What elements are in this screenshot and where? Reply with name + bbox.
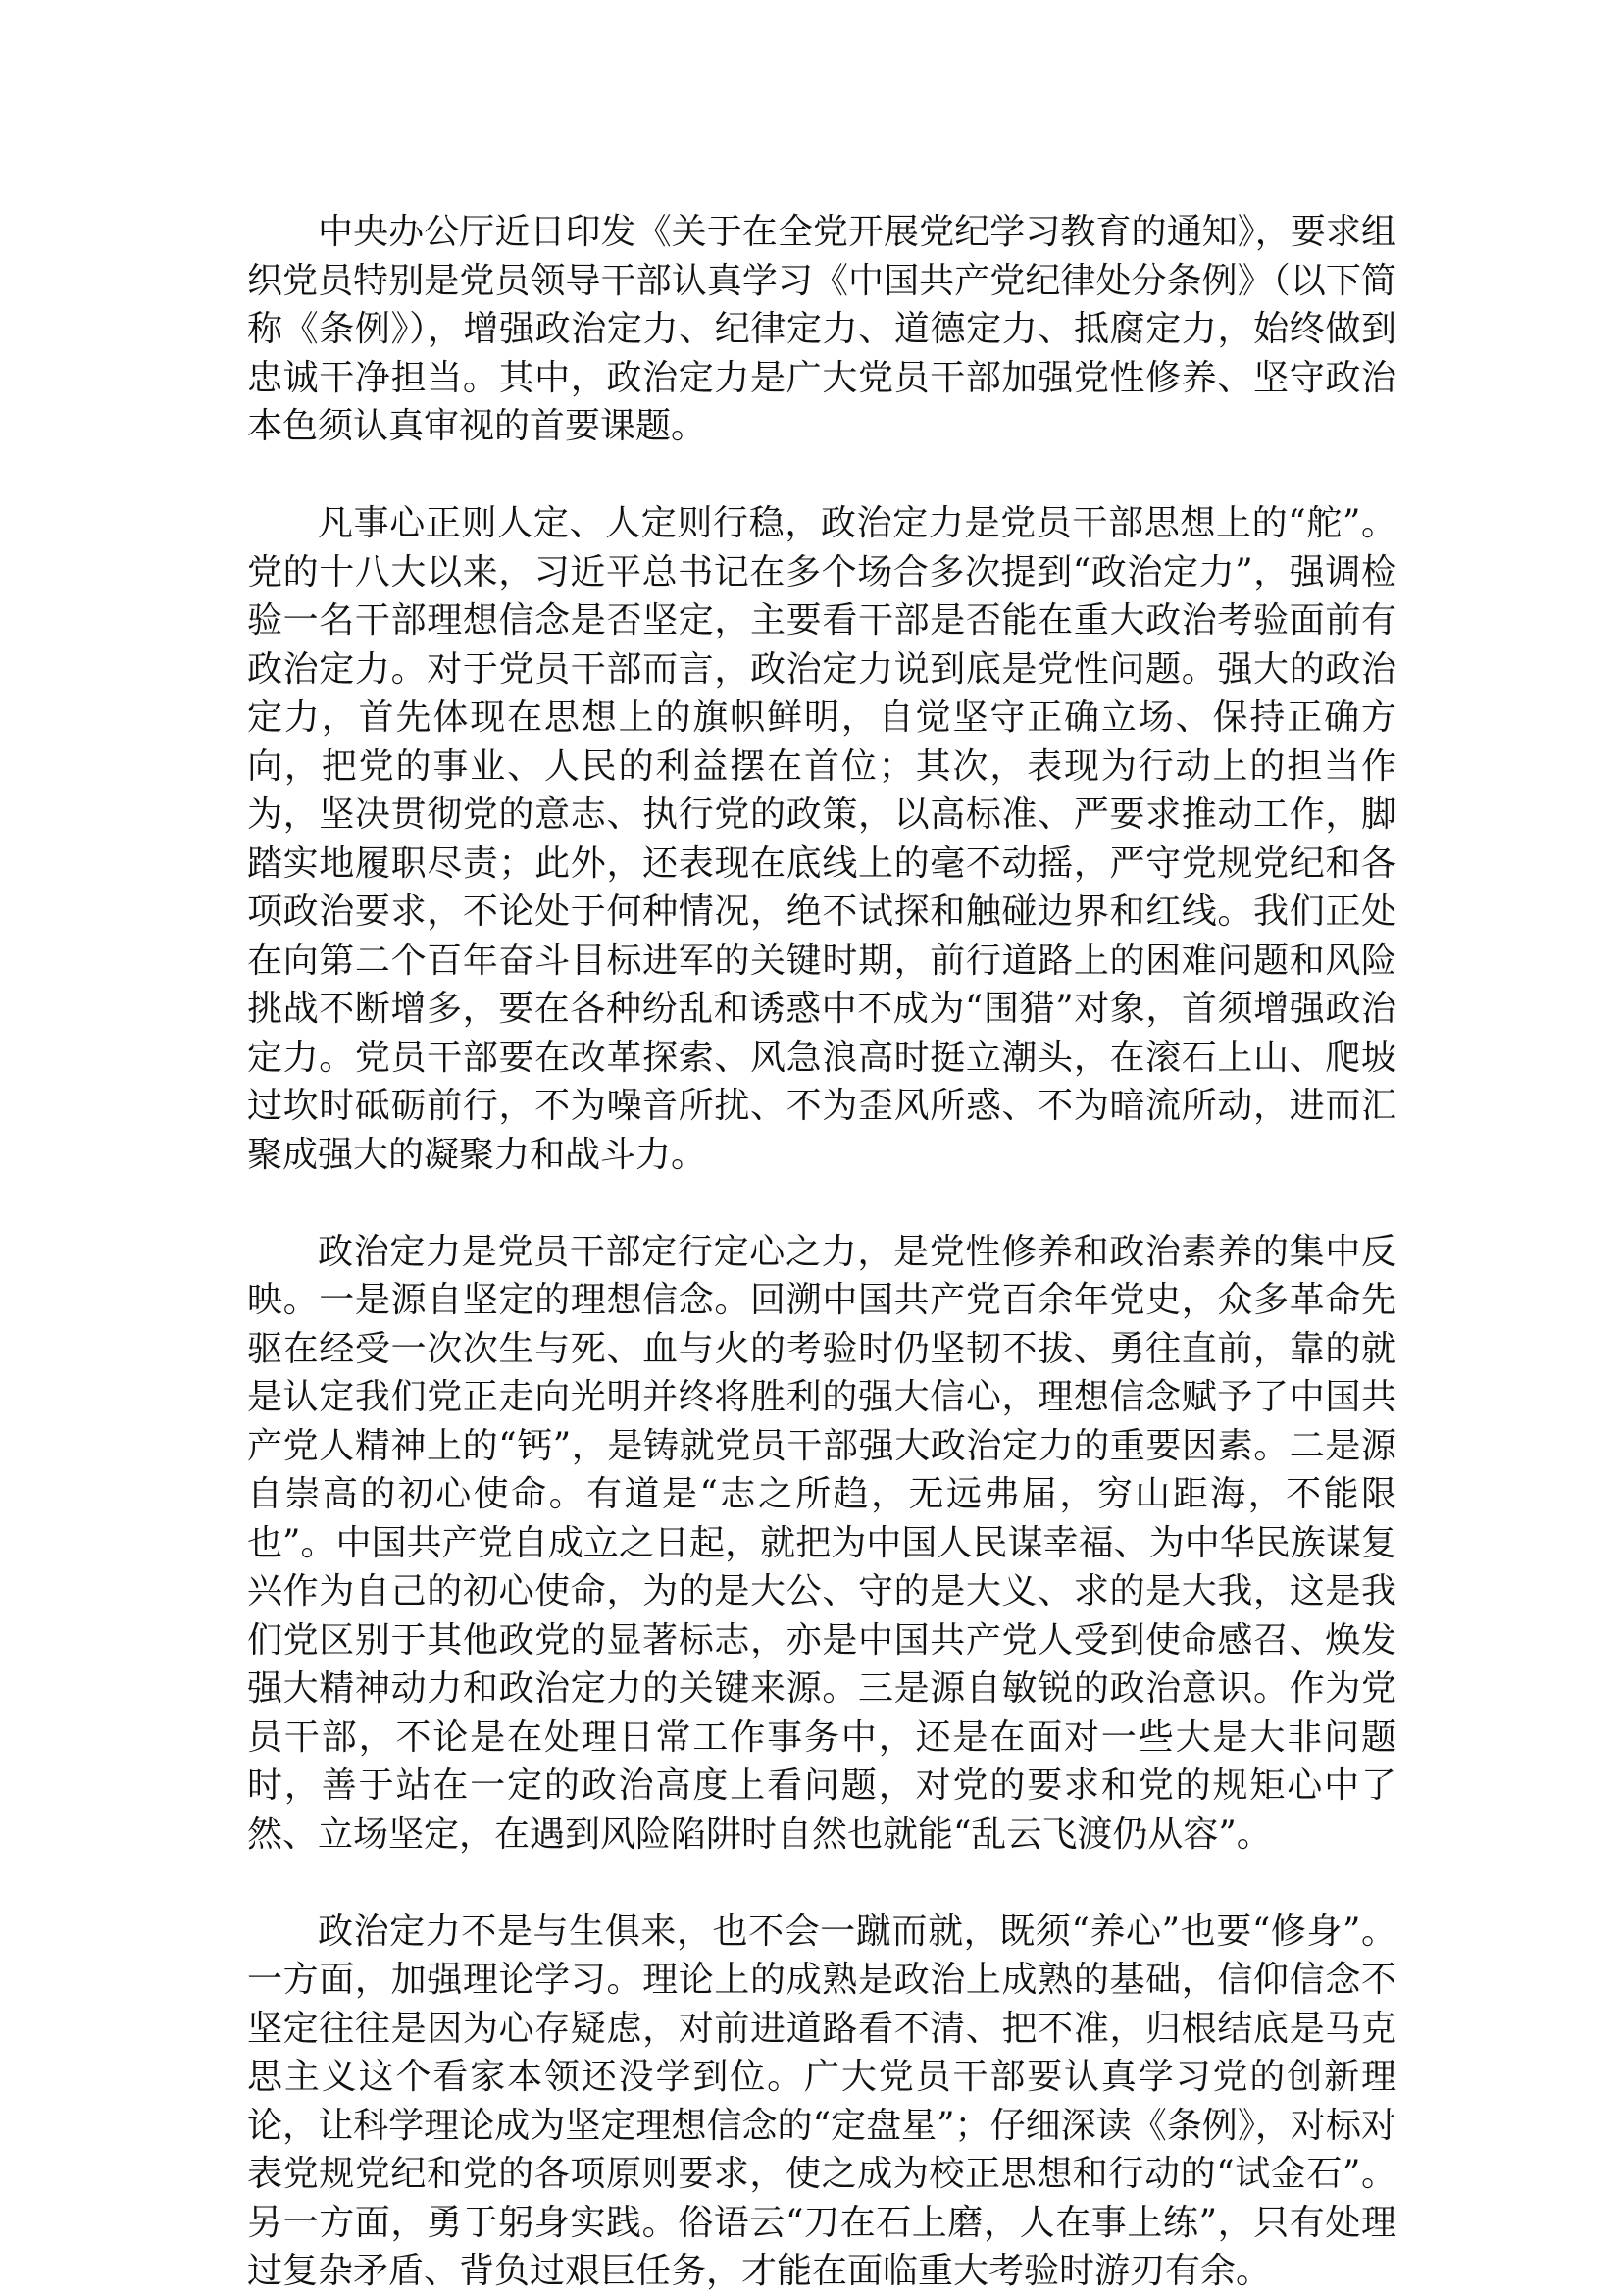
paragraph-political-rudder: 凡事心正则人定、人定则行稳，政治定力是党员干部思想上的“舵”。党的十八大以来，习近平总书记在多个场合多次提到“政治定力”，强调检验一名干部理想信念是否坚定，主要看干部是否能在重大政治考验面前有政治定力。对于党员干部而言，政治定力说到底是党性问题。强大的政治定力，首先体现在思想上的旗帜鲜明，自觉坚守正确立场、保持正确方向，把党的事业、人民的利益摆在首位；其次，表现为行动上的担当作为，坚决贯彻党的意志、执行党的政策，以高标准、严要求推动工作，脚踏实地履职尽责；此外，还表现在底线上的毫不动摇，严守党规党纪和各项政治要求，不论处于何种情况，绝不试探和触碰边界和红线。我们正处在向第二个百年奋斗目标进军的关键时期，前行道路上的困难问题和风险挑战不断增多，要在各种纷乱和诱惑中不成为“围猎”对象，首须增强政治定力。党员干部要在改革探索、风急浪高时挺立潮头，在滚石上山、爬坡过坎时砥砺前行，不为噪音所扰、不为歪风所惑、不为暗流所动，进而汇聚成强大的凝聚力和战斗力。 [247,503,1396,1175]
paragraph-cultivation: 政治定力不是与生俱来，也不会一蹴而就，既须“养心”也要“修身”。一方面，加强理论学习。理论上的成熟是政治上成熟的基础，信仰信念不坚定往往是因为心存疑虑，对前进道路看不清、把不准，归根结底是马克思主义这个看家本领还没学到位。广大党员干部要认真学习党的创新理论，让科学理论成为坚定理想信念的“定盘星”；仔细深读《条例》，对标对表党规党纪和党的各项原则要求，使之成为校正思想和行动的“试金石”。另一方面，勇于躬身实践。俗语云“刀在石上磨，人在事上练”，只有处理过复杂矛盾、背负过艰巨任务，才能在面临重大考验时游刃有余。 [247,1911,1396,2291]
document-body [247,208,1396,2296]
paragraph-sources-of-resolve: 政治定力是党员干部定行定心之力，是党性修养和政治素养的集中反映。一是源自坚定的理想信念。回溯中国共产党百余年党史，众多革命先驱在经受一次次生与死、血与火的考验时仍坚韧不拔、勇往直前，靠的就是认定我们党正走向光明并终将胜利的强大信心，理想信念赋予了中国共产党人精神上的“钙”，是铸就党员干部强大政治定力的重要因素。二是源自崇高的初心使命。有道是“志之所趋，无远弗届，穷山距海，不能限也”。中国共产党自成立之日起，就把为中国人民谋幸福、为中华民族谋复兴作为自己的初心使命，为的是大公、守的是大义、求的是大我，这是我们党区别于其他政党的显著标志，亦是中国共产党人受到使命感召、焕发强大精神动力和政治定力的关键来源。三是源自敏锐的政治意识。作为党员干部，不论是在处理日常工作事务中，还是在面对一些大是大非问题时，善于站在一定的政治高度上看问题，对党的要求和党的规矩心中了然、立场坚定，在遇到风险陷阱时自然也就能“乱云飞渡仍从容”。 [247,1231,1396,1855]
paragraph-intro: 中央办公厅近日印发《关于在全党开展党纪学习教育的通知》，要求组织党员特别是党员领导干部认真学习《中国共产党纪律处分条例》（以下简称《条例》），增强政治定力、纪律定力、道德定力、抵腐定力，始终做到忠诚干净担当。其中，政治定力是广大党员干部加强党性修养、坚守政治本色须认真审视的首要课题。 [247,212,1396,446]
